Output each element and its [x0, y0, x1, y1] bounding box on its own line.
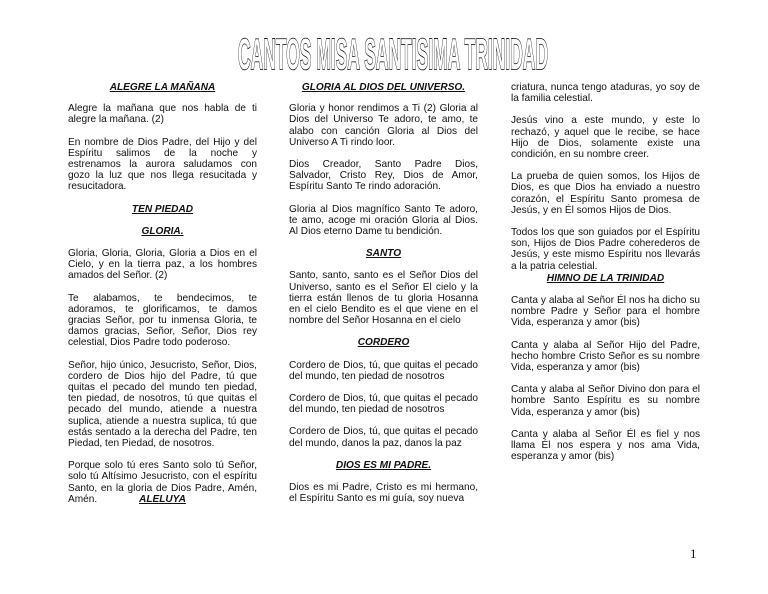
lyric-paragraph: Dios es mi Padre, Cristo es mi hermano, el Espíritu Santo es mi guía, soy nueva [289, 482, 478, 505]
song-heading: GLORIA AL DIOS DEL UNIVERSO. [301, 82, 466, 93]
lyric-paragraph: Canta y alaba al Señor Él es fiel y nos llama Él nos espera y nos ama Vida, esperanza y amor (bis) [511, 428, 700, 463]
lyric-paragraph: Gloria y honor rendimos a Ti (2) Gloria al Dios del Universo Te adoro, te amo, te alabo con canción Gloria al Dios del Universo A Ti rindo loor. [289, 103, 478, 148]
page-title [235, 22, 551, 78]
lyric-paragraph: Canta y alaba al Señor Hijo del Padre, hecho hombre Cristo Señor es su nombre Vida, esperanza y amor (bis) [511, 339, 700, 374]
lyric-paragraph: Gloria al Dios magnífico Santo Te adoro, te amo, acoge mi oración Gloria al Dios. Al Dios eterno Dame tu bendición. [289, 203, 478, 238]
column-2 [289, 82, 478, 504]
lyric-paragraph: Gloria, Gloria, Gloria, Gloria a Dios en el Cielo, y en la tierra paz, a los hombres amados del Señor. (2) [68, 248, 257, 282]
lyric-paragraph: Santo, santo, santo es el Señor Dios del Universo, santo es el Señor El cielo y la tierra están llenos de tu gloria Hosanna en el cielo Bendito es el que viene en el nombre del Señor Hosanna en el cielo [289, 270, 478, 327]
lyric-paragraph: Canta y alaba al Señor Él nos ha dicho su nombre Padre y Señor para el hombre Vida, esperanza y amor (bis) [511, 295, 700, 329]
song-heading: ALEGRE LA MAÑANA [109, 82, 216, 93]
column-3 [511, 82, 700, 462]
song-heading: SANTO [365, 248, 402, 260]
lyric-paragraph: Te alabamos, te bendecimos, te adoramos, te glorificamos, te damos gracias Señor, por tu inmensa Gloria, te damos gracias, Señor, Señor, Dios rey celestial, Dios Padre todo poderoso. [68, 292, 257, 349]
song-heading: ALELUYA [139, 494, 186, 506]
lyric-paragraph: Cordero de Dios, tú, que quitas el pecado del mundo, ten piedad de nosotros [289, 393, 478, 416]
lyric-paragraph: En nombre de Dios Padre, del Hijo y del Espíritu salimos de la noche y estrenamos la aurora saludamos con gozo la luz que nos llega resucitada y resucitadora. [68, 136, 257, 193]
lyric-paragraph: criatura, nunca tengo ataduras, yo soy de la familia celestial. [511, 82, 700, 105]
lyric-paragraph: Todos los que son guiados por el Espíritu son, Hijos de Dios Padre coherederos de Jesús, y este mismo Espíritu nos llevarás a la patria celestial. [511, 227, 700, 272]
lyric-paragraph: Cordero de Dios, tú, que quitas el pecado del mundo, danos la paz, danos la paz [289, 426, 478, 449]
lyric-paragraph: Alegre la mañana que nos habla de ti alegre la mañana. (2) [68, 103, 257, 126]
page-number: 1 [690, 546, 697, 561]
song-heading: GLORIA. [141, 225, 184, 237]
lyric-paragraph: Dios Creador, Santo Padre Dios, Salvador, Cristo Rey, Dios de Amor, Espíritu Santo Te rindo adoración. [289, 159, 478, 193]
title-text: CANTOS MISA SANTISIMA TRINIDAD [238, 30, 548, 78]
song-heading: TEN PIEDAD [131, 203, 194, 215]
lyric-paragraph: Canta y alaba al Señor Divino don para el hombre Santo Espíritu es su nombre Vida, esperanza y amor (bis) [511, 384, 700, 418]
column-1 [68, 82, 257, 505]
lyric-paragraph: Porque solo tú eres Santo solo tú Señor, solo tú Altísimo Jesucristo, con el espíritu Santo, en la gloria de Dios Padre, Amén, Amén. [68, 460, 257, 505]
lyric-paragraph: Cordero de Dios, tú, que quitas el pecado del mundo, ten piedad de nosotros [289, 359, 478, 382]
song-heading: CORDERO [357, 337, 410, 349]
song-heading: HIMNO DE LA TRINIDAD [546, 272, 665, 284]
lyric-paragraph: Jesús vino a este mundo, y este lo rechazó, y aquel que le recibe, se hace Hijo de Dios, solamente existe una condición, en su nombre creer. [511, 115, 700, 161]
lyric-paragraph: Señor, hijo único, Jesucristo, Señor, Dios, cordero de Dios hijo del Padre, tú que quitas el pecado del mundo ten piedad, ten piedad, de nosotros, tú que quitas el pecado del mundo, atiende a nuestra suplica, atiende a nuestra suplica, tú que estás sentado a la derecha del Padre, ten Piedad, ten Piedad, de nosotros. [68, 359, 257, 450]
song-heading: DIOS ES MI PADRE. [335, 459, 432, 471]
lyric-paragraph: La prueba de quien somos, los Hijos de Dios, es que Dios ha enviado a nuestro corazón, el Espíritu Santo promesa de Jesús, y en Él somos Hijos de Dios. [511, 171, 700, 216]
